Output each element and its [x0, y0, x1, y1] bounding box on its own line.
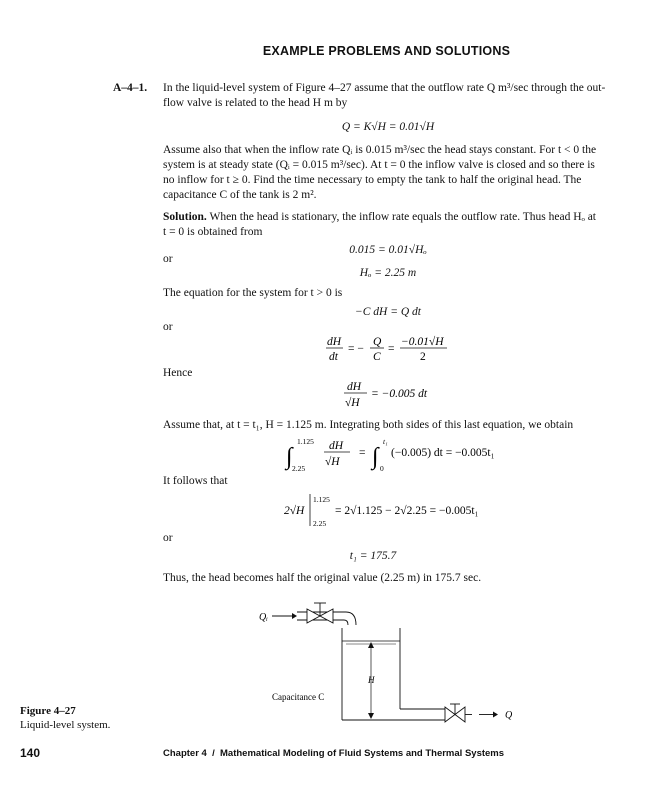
integral-upper-2: t₁ [383, 437, 388, 446]
problem-assume-line2: system is at steady state (Qᵢ = 0.015 m³/sec). At t = 0 the inflow valve is closed and so there is [163, 159, 595, 171]
solution-label: Solution. [163, 211, 207, 223]
problem-intro-line2: flow valve is related to the head H m by [163, 97, 348, 109]
solution-line1 [163, 210, 596, 225]
integral-equals: = [359, 447, 366, 459]
integral-graphic [284, 434, 534, 474]
eval-rhs: = 2√1.125 − 2√2.25 = −0.005t₁ [335, 505, 479, 517]
equation-t1: t₁ = 175.7 [349, 550, 397, 562]
eval-lower: 2.25 [313, 519, 327, 528]
integral-sign-1: ∫ [286, 444, 293, 470]
or-text-1: or [163, 253, 173, 265]
inflow-valve-left [307, 609, 320, 623]
equals-sign-1: = − [348, 343, 364, 355]
page-header-title: EXAMPLE PROBLEMS AND SOLUTIONS [262, 44, 511, 58]
solution-text-1: When the head is stationary, the inflow rate equals the outflow rate. Thus head Hₒ at [209, 211, 596, 223]
q-arrow-head [493, 712, 498, 718]
separated-fraction-graphic [343, 378, 463, 412]
sep-rhs: = −0.005 dt [371, 388, 428, 400]
inflow-pipe-bend-inner [344, 620, 348, 625]
outflow-valve-left [445, 707, 455, 722]
system-equation-text: The equation for the system for t > 0 is [163, 287, 343, 299]
frac3-num: −0.01√H [401, 336, 444, 348]
or-text-3: or [163, 532, 173, 544]
integral-num: dH [329, 440, 344, 452]
problem-intro-line1: In the liquid-level system of Figure 4–27 assume that the outflow rate Q m³/sec through the out- [163, 82, 606, 94]
liquid-level-figure [250, 595, 530, 735]
hence-text: Hence [163, 367, 193, 379]
integral-sign-2: ∫ [372, 444, 379, 470]
problem-assume-line4: capacitance C of the tank is 2 m². [163, 189, 317, 201]
assume-integrate-text: Assume that, at t = t₁, H = 1.125 m. Integrating both sides of this last equation, we obtain [163, 419, 574, 431]
equals-sign-2: = [388, 343, 395, 355]
problem-assume-line1: Assume also that when the inflow rate Qᵢ is 0.015 m³/sec the head stays constant. For t < 0 the [163, 144, 597, 156]
sep-num: dH [347, 381, 362, 393]
or-text-2: or [163, 321, 173, 333]
frac1-num: dH [327, 336, 342, 348]
eval-upper: 1.125 [313, 495, 330, 504]
frac3-den: 2 [420, 351, 426, 363]
integral-rhs: (−0.005) dt = −0.005t₁ [391, 447, 495, 459]
frac1-den: dt [329, 351, 338, 363]
integral-upper-1: 1.125 [297, 437, 314, 446]
head-label: H [368, 675, 375, 685]
solution-line2: t = 0 is obtained from [163, 226, 263, 238]
sep-den: √H [345, 397, 360, 409]
equation-steady-state: 0.015 = 0.01√Hₒ [349, 244, 427, 256]
inflow-valve-right [320, 609, 333, 623]
outflow-valve-right [455, 707, 465, 722]
qi-arrow-head [292, 613, 297, 619]
problem-assume-line3: no inflow for t ≥ 0. Find the time necessary to empty the tank to half the original head. The [163, 174, 582, 186]
flow-equation: Q = K√H = 0.01√H [341, 121, 435, 133]
equation-evaluation [282, 492, 522, 530]
equation-integral [284, 434, 534, 474]
figure-caption-title: Figure 4–27 [20, 705, 76, 717]
qi-label: Qᵢ [259, 612, 268, 623]
q-label: Q [505, 710, 513, 721]
equation-separated [343, 378, 463, 412]
integral-lower-2: 0 [380, 464, 384, 473]
page-number: 140 [20, 746, 41, 760]
capacitance-label: Capacitance C [272, 692, 325, 702]
equation-system: −C dH = Q dt [355, 306, 421, 318]
derivative-fraction-graphic [325, 333, 465, 365]
conclusion-text: Thus, the head becomes half the original value (2.25 m) in 175.7 sec. [163, 572, 482, 584]
follows-text: It follows that [163, 475, 228, 487]
problem-label: A–4–1. [113, 82, 148, 94]
integral-lower-1: 2.25 [292, 464, 306, 473]
frac2-num: Q [373, 336, 382, 348]
figure-caption-text: Liquid-level system. [20, 719, 111, 731]
head-arrow-top [368, 642, 374, 648]
integral-den: √H [325, 456, 340, 468]
equation-derivative [325, 333, 465, 365]
footer-chapter: Chapter 4 / Mathematical Modeling of Fluid Systems and Thermal Systems [163, 748, 505, 759]
frac2-den: C [373, 351, 381, 363]
eval-lhs: 2√H [284, 505, 305, 517]
head-arrow-bottom [368, 713, 374, 719]
equation-initial-head: Hₒ = 2.25 m [359, 267, 417, 279]
evaluation-graphic [282, 492, 522, 530]
liquid-level-diagram [250, 595, 530, 735]
